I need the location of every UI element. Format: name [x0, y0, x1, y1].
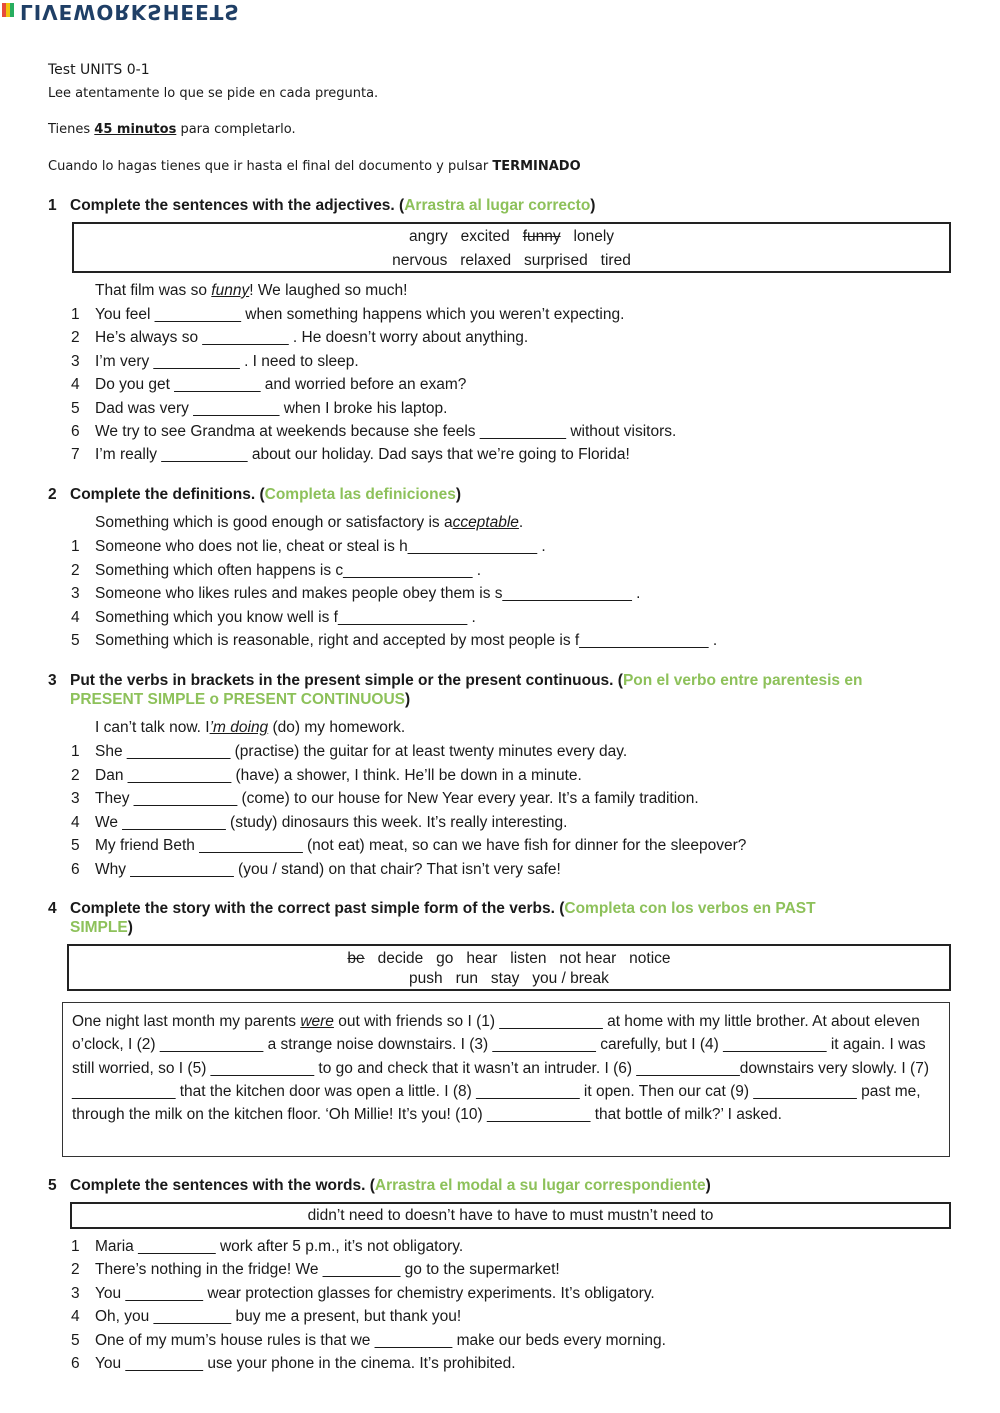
question-item	[71, 767, 582, 785]
item-number: 3	[71, 1284, 80, 1302]
item-number: 5	[71, 632, 80, 650]
instruction-line-2: Tienes 45 minutos para completarlo.	[48, 122, 296, 137]
item-text[interactable]: You _________ use your phone in the cinema. It’s prohibited.	[95, 1355, 516, 1372]
item-number: 3	[71, 585, 80, 603]
section-4-heading: 4 Complete the story with the correct past simple form of the verbs. (Completa con los verbos en PAST	[48, 900, 816, 917]
item-text[interactable]: There’s nothing in the fridge! We _________ go to the supermarket!	[95, 1261, 560, 1279]
question-item	[71, 306, 624, 324]
item-text[interactable]: You feel __________ when something happens which you weren’t expecting.	[95, 306, 625, 323]
section-2-example: Something which is good enough or satisfactory is acceptable.	[95, 514, 524, 531]
item-text[interactable]: Why ____________ (you / stand) on that chair? That isn’t very safe!	[95, 860, 561, 878]
logo-text: LIVEWORKSHEETS	[20, 0, 240, 24]
item-number: 2	[71, 1261, 80, 1279]
question-item	[71, 609, 476, 627]
item-text[interactable]: Someone who likes rules and makes people obey them is s_______________ .	[95, 585, 641, 603]
item-text[interactable]: Something which you know well is f_______________ .	[95, 608, 476, 626]
item-text[interactable]: I’m very __________ . I need to sleep.	[95, 352, 359, 370]
item-number: 1	[71, 1238, 80, 1255]
question-item	[71, 562, 481, 580]
section-3-heading: 3 Put the verbs in brackets in the present simple or the present continuous. (Pon el verbo entre parentesis en	[48, 672, 863, 689]
item-number: 6	[71, 860, 80, 878]
item-number: 3	[71, 352, 80, 370]
item-text[interactable]: Dad was very __________ when I broke his laptop.	[95, 399, 448, 417]
question-item	[71, 1332, 666, 1350]
section-3-heading-cont: PRESENT SIMPLE o PRESENT CONTINUOUS)	[70, 691, 411, 708]
liveworksheets-logo	[2, 0, 240, 24]
item-text[interactable]: They ____________ (come) to our house for New Year every year. It’s a family tradition.	[95, 790, 699, 807]
item-text[interactable]: He’s always so __________ . He doesn’t worry about anything.	[95, 329, 529, 347]
item-text[interactable]: You _________ wear protection glasses for chemistry experiments. It’s obligatory.	[95, 1284, 655, 1302]
question-item	[71, 1308, 461, 1326]
word-bank-row-1: be decide go hear listen not hear notice	[347, 950, 671, 967]
item-number: 3	[71, 790, 80, 807]
question-item	[71, 400, 447, 418]
item-text[interactable]: One of my mum’s house rules is that we _________ make our beds every morning.	[95, 1331, 666, 1349]
section-1-example: That film was so funny! We laughed so much!	[95, 282, 408, 299]
section-1-heading: 1 Complete the sentences with the adjectives. (Arrastra al lugar correcto)	[48, 197, 596, 214]
item-number: 6	[71, 1355, 80, 1372]
test-title: Test UNITS 0-1	[48, 62, 150, 78]
question-item	[71, 329, 528, 347]
item-text[interactable]: Oh, you _________ buy me a present, but thank you!	[95, 1308, 462, 1326]
item-number: 4	[71, 376, 80, 394]
item-text[interactable]: My friend Beth ____________ (not eat) meat, so can we have fish for dinner for the sleepover?	[95, 837, 747, 854]
question-item	[71, 632, 717, 650]
item-number: 2	[71, 329, 80, 347]
item-number: 4	[71, 813, 80, 831]
section-5-heading: 5 Complete the sentences with the words. (Arrastra el modal a su lugar correspondiente)	[48, 1177, 711, 1194]
item-number: 1	[71, 306, 80, 323]
question-item	[71, 446, 630, 464]
section-4-word-bank	[67, 944, 951, 991]
item-text[interactable]: Dan ____________ (have) a shower, I think. He’ll be down in a minute.	[95, 766, 582, 784]
item-number: 7	[71, 446, 80, 464]
item-number: 5	[71, 837, 80, 854]
item-text[interactable]: Something which often happens is c_______________ .	[95, 561, 482, 579]
question-item	[71, 1238, 463, 1256]
section-1-word-bank	[72, 222, 951, 273]
logo-squares-icon	[2, 4, 14, 18]
item-number: 5	[71, 1331, 80, 1349]
item-text[interactable]: We ____________ (study) dinosaurs this week. It’s really interesting.	[95, 813, 568, 831]
question-item	[71, 585, 640, 603]
item-number: 4	[71, 608, 80, 626]
section-2-heading: 2 Complete the definitions. (Completa las definiciones)	[48, 486, 462, 503]
question-item	[71, 790, 699, 808]
item-number: 4	[71, 1308, 80, 1326]
question-item	[71, 538, 546, 556]
question-item	[71, 376, 466, 394]
word-bank-row-2: nervous relaxed surprised tired	[392, 252, 631, 269]
item-text[interactable]: We try to see Grandma at weekends because she feels __________ without visitors.	[95, 423, 677, 440]
word-bank-row-2: push run stay you / break	[409, 970, 609, 987]
item-text[interactable]: I’m really __________ about our holiday. Dad says that we’re going to Florida!	[95, 446, 630, 464]
item-number: 1	[71, 743, 80, 760]
question-item	[71, 1355, 516, 1373]
item-text[interactable]: Something which is reasonable, right and accepted by most people is f_______________ .	[95, 632, 718, 650]
question-item	[71, 743, 627, 761]
item-text[interactable]: Maria _________ work after 5 p.m., it’s not obligatory.	[95, 1238, 464, 1255]
item-number: 5	[71, 399, 80, 417]
item-number: 1	[71, 538, 80, 555]
section-5-word-bank: didn’t need to doesn’t have to have to must mustn’t need to	[70, 1202, 951, 1229]
question-item	[71, 837, 746, 855]
item-number: 2	[71, 561, 80, 579]
item-number: 6	[71, 423, 80, 440]
word-bank-row-1: angry excited funny lonely	[408, 228, 615, 245]
question-item	[71, 353, 359, 371]
section-4-story: One night last month my parents were out with friends so I (1) ____________ at home with my little brother. At about eleven o’clock, I (2) ____________ a strange noise downstairs. I (3) ____________ carefully, but I (4) ____________ it again. I was still worried, so I (5) ____________ to go and check that it wasn’t an intruder. I (6) ____________downstairs very slowly. I (7) ____________ that the kitchen door was open a little. I (8) ____________ it open. Then our cat (9) ____________ past me, through the milk on the kitchen floor. ‘Oh Millie! It’s you! (10) ____________ that bottle of milk?’ I asked.	[62, 1002, 950, 1157]
section-3-example: I can’t talk now. I’m doing (do) my homework.	[95, 719, 406, 736]
question-item	[71, 423, 676, 441]
section-4-heading-cont: SIMPLE)	[70, 919, 133, 936]
question-item	[71, 861, 561, 879]
instruction-line-1: Lee atentamente lo que se pide en cada pregunta.	[48, 86, 379, 101]
question-item	[71, 814, 567, 832]
instruction-line-3: Cuando lo hagas tienes que ir hasta el final del documento y pulsar TERMINADO	[48, 159, 581, 174]
item-number: 2	[71, 766, 80, 784]
question-item	[71, 1285, 655, 1303]
question-item	[71, 1261, 560, 1279]
item-text[interactable]: Do you get __________ and worried before an exam?	[95, 376, 467, 394]
item-text[interactable]: Someone who does not lie, cheat or steal is h_______________ .	[95, 538, 546, 555]
item-text[interactable]: She ____________ (practise) the guitar for at least twenty minutes every day.	[95, 743, 628, 760]
